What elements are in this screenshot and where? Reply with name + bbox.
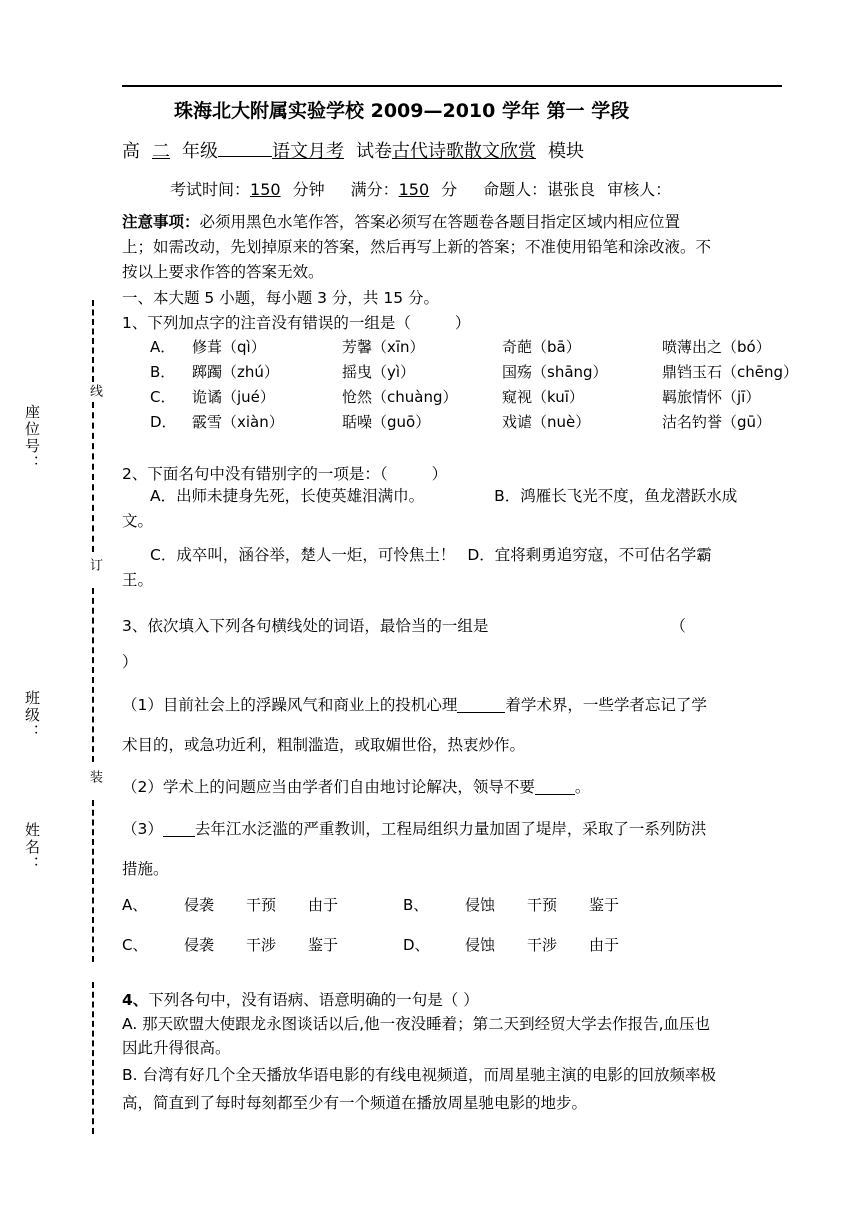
binding-mark-zhuang: 装 xyxy=(87,770,102,783)
question-2-option-d: D．宜将剩勇追穷寇，不可估名学霸 xyxy=(467,546,712,564)
grade-value: 二 xyxy=(152,141,170,162)
question-3-text: 依次填入下列各句横线处的词语，最恰当的一组是 xyxy=(147,617,489,635)
question-2-option-b: B．鸿雁长飞光不度，鱼龙潜跃水成 xyxy=(494,487,738,505)
option-item: 戏谑（nuè） xyxy=(502,413,591,431)
question-4-option-a-wrap xyxy=(122,1036,857,1060)
wrap-text: 高，简直到了每时每刻都至少有一个频道在播放周星驰电影的地步。 xyxy=(122,1094,588,1112)
grade-label: 高 xyxy=(122,141,140,162)
question-1-option-d xyxy=(122,411,857,432)
question-4-option-b xyxy=(122,1063,857,1087)
choice-word: 由于 xyxy=(308,896,339,914)
option-item: 踯躅（zhú） xyxy=(192,363,279,381)
option-text: A. 那天欧盟大使跟龙永图谈话以后,他一夜没睡着；第二天到经贸大学去作报告,血压也 xyxy=(122,1015,711,1033)
option-item: 沽名钓誉（gū） xyxy=(662,413,772,431)
question-3-choice-row-cd xyxy=(122,934,684,955)
wrap-text: 文。 xyxy=(122,512,154,530)
binding-column xyxy=(0,0,122,1215)
blank-fill-1[interactable] xyxy=(457,712,505,713)
binding-dashed-line-segment xyxy=(92,982,94,1134)
option-item: 鼎铛玉石（chēng） xyxy=(662,363,799,381)
full-score-value: 150 xyxy=(398,180,430,199)
paper-meta-line xyxy=(170,177,860,200)
question-3-sentence-3-wrap xyxy=(122,857,857,882)
question-3-paren-open: （ xyxy=(670,617,686,635)
option-item: 霰雪（xiàn） xyxy=(192,413,284,431)
grade-suffix: 年级 xyxy=(182,141,218,162)
question-4-stem xyxy=(122,988,857,1013)
option-label: C． xyxy=(150,388,176,406)
binding-dashed-line-segment xyxy=(92,402,94,552)
choice-word: 干预 xyxy=(527,896,558,914)
sentence-1-part-a: （1）目前社会上的浮躁风气和商业上的投机心理 xyxy=(122,696,458,714)
sentence-2-part-b: 。 xyxy=(574,778,591,796)
setter-label: 命题人： xyxy=(483,180,548,199)
question-4-option-a xyxy=(122,1012,857,1036)
choice-word: 侵蚀 xyxy=(465,896,496,914)
question-3-sentence-2 xyxy=(122,775,857,800)
sentence-3-part-a: （3） xyxy=(122,820,163,838)
question-2-option-c: C．成卒叫，涵谷举，楚人一炬，可怜焦土！ xyxy=(150,546,456,564)
question-1-option-c xyxy=(122,386,857,407)
question-3-paren-close: ） xyxy=(122,653,138,671)
reviewer-label: 审核人： xyxy=(607,180,672,199)
option-item: 聒噪（guō） xyxy=(342,413,431,431)
paper-title-text: 珠海北大附属实验学校 2009—2010 学年 第一 学段 xyxy=(174,100,630,122)
class-label: 班级： xyxy=(23,690,41,741)
paper-content xyxy=(122,0,860,1215)
question-3-sentence-1 xyxy=(122,693,857,718)
question-3-sentence-3 xyxy=(122,817,857,842)
choice-word: 由于 xyxy=(589,936,620,954)
question-3-choice-row-ab xyxy=(122,894,684,915)
paper-word: 试卷 xyxy=(356,141,392,162)
question-2-option-b-wrap xyxy=(122,509,857,534)
binding-mark-ding: 订 xyxy=(87,558,102,571)
binding-mark-line: 线 xyxy=(87,384,102,397)
choice-word: 干涉 xyxy=(246,936,277,954)
choice-label: D、 xyxy=(403,936,430,954)
question-3-sentence-1-wrap xyxy=(122,733,857,758)
setter-value: 谌张良 xyxy=(547,180,596,199)
option-item: 摇曳（yì） xyxy=(342,363,416,381)
seat-number-label: 座位号： xyxy=(23,404,41,472)
question-1-text: 下列加点字的注音没有错误的一组是（ xyxy=(147,314,411,332)
option-item: 羁旅情怀（jī） xyxy=(662,388,761,406)
student-name-label: 姓名： xyxy=(23,822,41,873)
option-item: 窥视（kuī） xyxy=(502,388,584,406)
binding-dashed-line-segment xyxy=(92,588,94,762)
sentence-1-part-b: 着学术界，一些学者忘记了学 xyxy=(505,696,707,714)
question-1-paren-close: ） xyxy=(454,314,471,332)
wrap-text: 措施。 xyxy=(122,860,169,878)
option-label: B． xyxy=(150,363,176,381)
notice-line-1: 必须用黑色水笔作答，答案必须写在答题卷各题目指定区域内相应位置 xyxy=(199,213,681,231)
question-4-option-b-wrap xyxy=(122,1091,857,1115)
question-3-paren-close-line xyxy=(122,650,857,675)
question-1-number: 1、 xyxy=(122,314,148,332)
blank-fill-2[interactable] xyxy=(535,794,575,795)
choice-label: A、 xyxy=(122,896,148,914)
question-2-options-cd xyxy=(122,543,860,568)
binding-dashed-line-segment xyxy=(92,800,94,962)
module-value: 古代诗歌散文欣赏 xyxy=(392,141,536,162)
notice-title: 注意事项： xyxy=(122,213,200,231)
subject-value: 语文月考 xyxy=(272,141,344,162)
header-divider-rule xyxy=(122,85,782,87)
wrap-text: 因此升得很高。 xyxy=(122,1039,231,1057)
section-one-heading: 一、本大题 5 小题，每小题 3 分，共 15 分。 xyxy=(122,289,440,307)
question-2-paren-close: ） xyxy=(431,465,448,483)
question-1-option-b xyxy=(122,361,857,382)
notice-line-3: 按以上要求作答的答案无效。 xyxy=(122,263,324,281)
paper-title xyxy=(174,96,860,123)
exam-time-unit: 分钟 xyxy=(292,180,325,199)
notice-line-2: 上；如需改动，先划掉原来的答案，然后再写上新的答案；不准使用铅笔和涂改液。不 xyxy=(122,238,712,256)
option-item: 修葺（qì） xyxy=(192,338,266,356)
option-item: 奇葩（bā） xyxy=(502,338,581,356)
question-4-text: 下列各句中，没有语病、语意明确的一句是（ ） xyxy=(148,991,479,1009)
option-label: A． xyxy=(150,338,176,356)
option-item: 诡谲（jué） xyxy=(192,388,275,406)
question-2-text: 下面名句中没有错别字的一项是：（ xyxy=(147,465,388,483)
sentence-3-part-b: 去年江水泛滥的严重教训，工程局组织力量加固了堤岸，采取了一系列防洪 xyxy=(194,820,707,838)
question-2-number: 2、 xyxy=(122,465,148,483)
option-item: 国殇（shāng） xyxy=(502,363,608,381)
option-item: 怆然（chuàng） xyxy=(342,388,458,406)
question-2-option-d-wrap xyxy=(122,568,857,593)
blank-fill-3[interactable] xyxy=(163,836,195,837)
choice-label: C、 xyxy=(122,936,148,954)
option-label: D． xyxy=(150,413,177,431)
exam-time-value: 150 xyxy=(250,180,281,199)
question-3-number: 3、 xyxy=(122,617,148,635)
choice-word: 干涉 xyxy=(527,936,558,954)
choice-word: 侵蚀 xyxy=(465,936,496,954)
question-3-stem xyxy=(122,614,857,639)
question-1-option-a xyxy=(122,336,857,357)
option-text: B. 台湾有好几个全天播放华语电影的有线电视频道，而周星驰主演的电影的回放频率极 xyxy=(122,1066,716,1084)
full-score-unit: 分 xyxy=(441,180,458,199)
question-2-options-ab xyxy=(122,484,860,509)
module-suffix: 模块 xyxy=(548,141,584,162)
sentence-2-part-a: （2）学术上的问题应当由学者们自由地讨论解决，领导不要 xyxy=(122,778,535,796)
exam-time-label: 考试时间： xyxy=(170,180,251,199)
choice-word: 鉴于 xyxy=(589,896,620,914)
paper-subtitle xyxy=(122,137,822,163)
choice-label: B、 xyxy=(403,896,429,914)
question-1-stem xyxy=(122,311,857,336)
wrap-text: 术目的，或急功近利，粗制滥造，或取媚世俗，热衷炒作。 xyxy=(122,736,526,754)
binding-dashed-line-segment xyxy=(92,300,94,382)
question-2-option-a: A．出师未捷身先死，长使英雄泪满巾。 xyxy=(150,487,425,505)
wrap-text: 王。 xyxy=(122,571,154,589)
choice-word: 侵袭 xyxy=(184,896,215,914)
option-item: 喷薄出之（bó） xyxy=(662,338,771,356)
choice-word: 侵袭 xyxy=(184,936,215,954)
choice-word: 鉴于 xyxy=(308,936,339,954)
question-4-number: 4、 xyxy=(122,991,149,1009)
option-item: 芳馨（xīn） xyxy=(342,338,425,356)
choice-word: 干预 xyxy=(246,896,277,914)
full-score-label: 满分： xyxy=(350,180,399,199)
